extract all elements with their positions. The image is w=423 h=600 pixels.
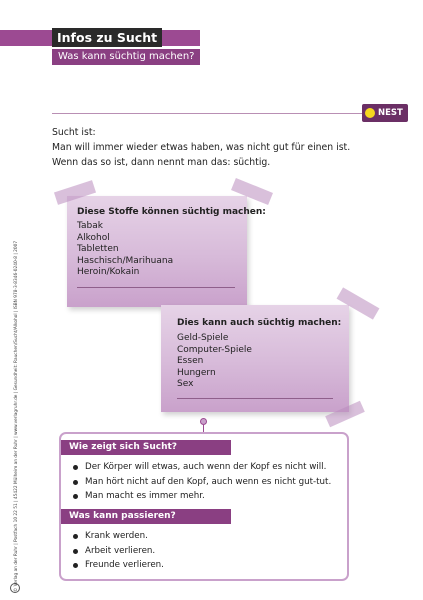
note-title: Diese Stoffe können süchtig machen: [77, 207, 266, 217]
divider-line [52, 113, 362, 114]
behaviour-list [177, 333, 252, 391]
nest-dot-icon [365, 108, 375, 118]
list-item: Man macht es immer mehr. [71, 489, 331, 504]
intro-text-2: Wenn das so ist, dann nennt man das: süchtig. [52, 157, 271, 168]
list-item: Haschisch/Marihuana [77, 255, 174, 266]
sticky-note-behaviours [161, 305, 349, 412]
note-title: Dies kann auch süchtig machen: [177, 318, 342, 328]
consequence-list [71, 529, 164, 573]
section-heading: Was kann passieren? [61, 509, 231, 524]
page-subtitle: Was kann süchtig machen? [52, 49, 200, 65]
list-item: Man hört nicht auf den Kopf, auch wenn es nicht gut-tut. [71, 475, 331, 490]
list-item: Krank werden. [71, 529, 164, 544]
list-item: Tabak [77, 221, 103, 231]
substance-list [77, 221, 173, 279]
list-item: Geld-Spiele [177, 333, 229, 343]
intro-text-1: Man will immer wieder etwas haben, was nicht gut für einen ist. [52, 142, 351, 153]
sticky-note-substances [67, 196, 266, 307]
writing-line [77, 287, 235, 288]
nest-logo [362, 104, 408, 122]
list-item: Freunde verlieren. [71, 558, 164, 573]
list-item: Arbeit verlieren. [71, 544, 164, 559]
nest-logo-text: NEST [378, 108, 403, 118]
list-item: Computer-Spiele [177, 344, 252, 355]
intro-heading: Sucht ist: [52, 127, 96, 138]
list-item: Alkohol [77, 232, 110, 243]
symptom-list [71, 460, 331, 504]
section-heading: Wie zeigt sich Sucht? [61, 440, 231, 455]
writing-line [177, 398, 333, 399]
copyright-note: © Verlag an der Ruhr | Postfach 10 22 51 | 45422 Mülheim an der Ruhr | www.verlagruhr.de | Gesundheit: Rauchen/Sucht/Alkohol | ISBN 978-3-8346-0240-8 | 2007 [14, 240, 19, 592]
list-item: Heroin/Kokain [77, 267, 140, 277]
list-item: Hungern [177, 367, 216, 378]
pin-icon [200, 418, 207, 425]
list-item: Essen [177, 356, 204, 366]
info-panel [59, 432, 349, 581]
page-title: Infos zu Sucht [52, 28, 162, 47]
list-item: Tabletten [77, 244, 119, 254]
list-item: Sex [177, 379, 194, 389]
list-item: Der Körper will etwas, auch wenn der Kopf es nicht will. [71, 460, 331, 475]
